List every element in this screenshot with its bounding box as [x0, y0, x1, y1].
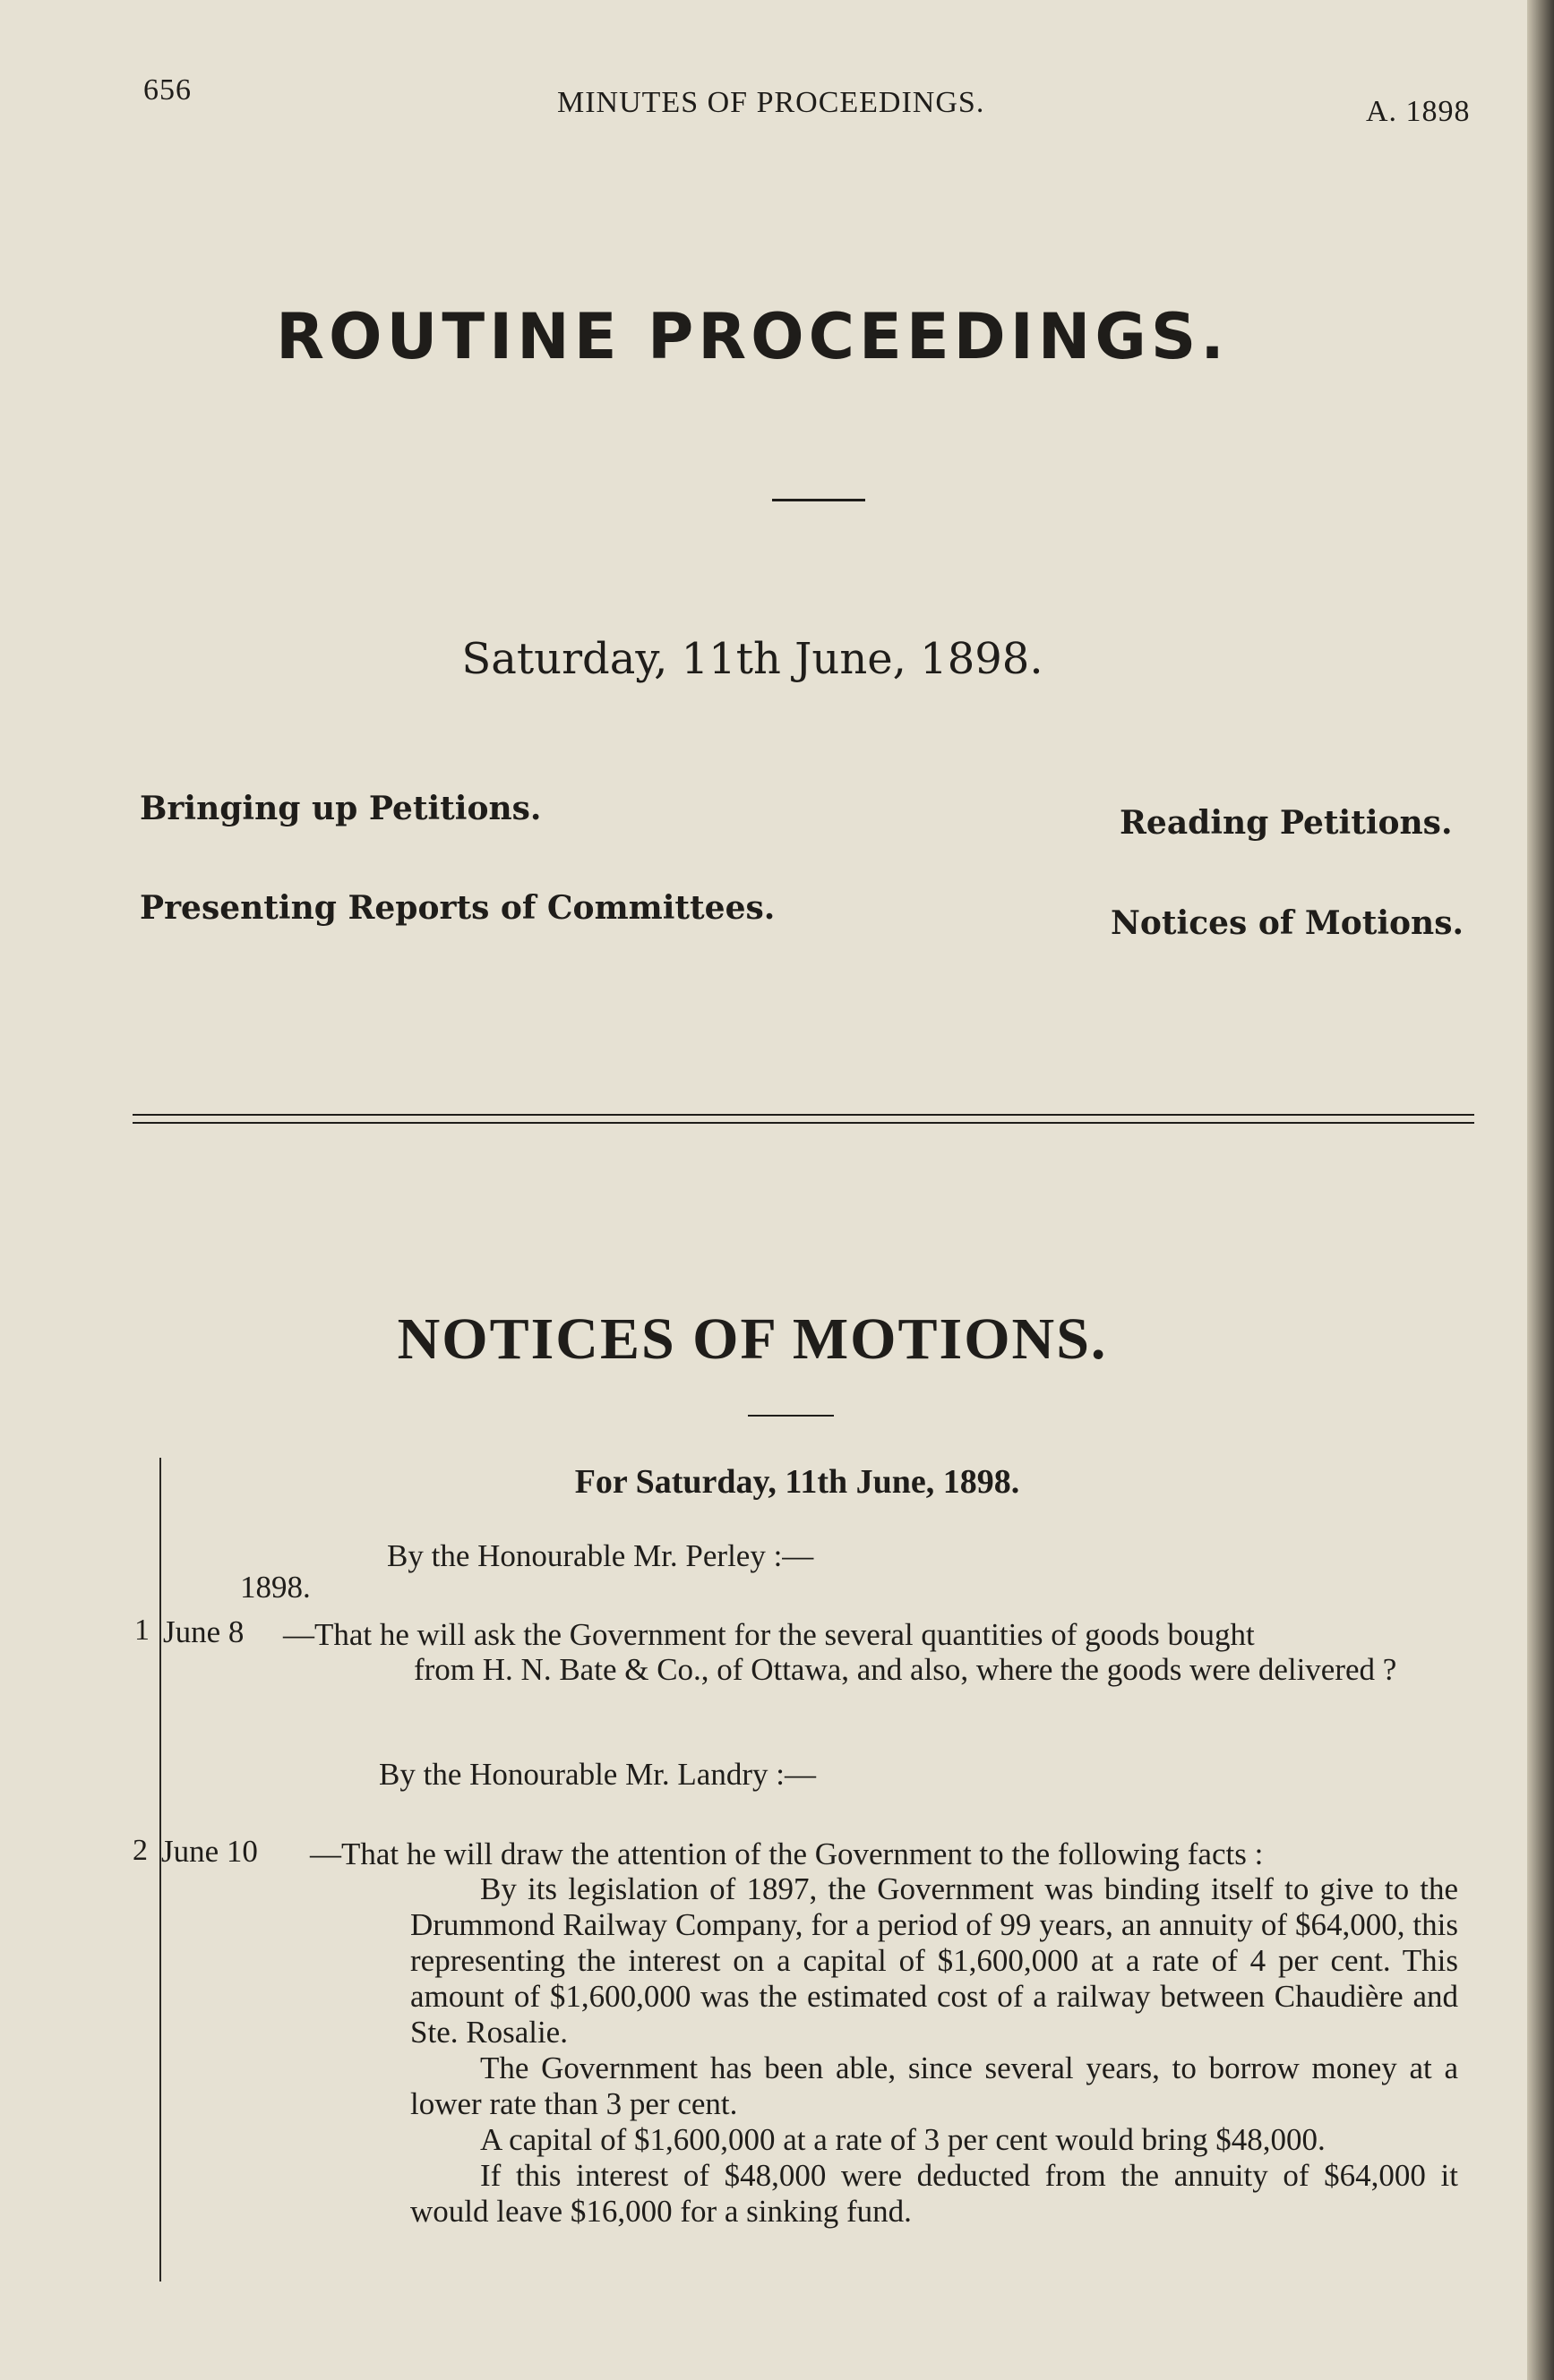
- motion-2-mover: By the Honourable Mr. Landry :—: [379, 1757, 816, 1792]
- motion-2-paragraph-3: A capital of $1,600,000 at a rate of 3 per cent would bring $48,000.: [480, 2122, 1326, 2157]
- motion-1-mover: By the Honourable Mr. Perley :—: [387, 1538, 814, 1573]
- motion-2-paragraph-4: If this interest of $48,000 were deducted from the annuity of $64,000 it would leave $16,000 for a sinking fund.: [410, 2158, 1458, 2229]
- motion-1-continuation: from H. N. Bate & Co., of Ottawa, and also, where the goods were delivered ?: [414, 1652, 1397, 1687]
- motion-2-date: June 10: [161, 1834, 258, 1869]
- motion-1-number: 1: [134, 1614, 150, 1647]
- notices-for-date: For Saturday, 11th June, 1898.: [574, 1463, 1020, 1501]
- running-title: MINUTES OF PROCEEDINGS.: [557, 86, 985, 119]
- margin-rule: [159, 1458, 161, 2282]
- item-notices-of-motions: Notices of Motions.: [1111, 904, 1464, 942]
- notices-divider: [748, 1415, 834, 1417]
- motion-1-date: June 8: [163, 1614, 245, 1649]
- item-presenting-reports: Presenting Reports of Committees.: [140, 889, 776, 927]
- running-year: A. 1898: [1366, 95, 1471, 128]
- notices-of-motions-heading: NOTICES OF MOTIONS.: [397, 1306, 1108, 1372]
- motion-1-first-line: —That he will ask the Government for the several quantities of goods bought: [283, 1617, 1255, 1652]
- item-bringing-up-petitions: Bringing up Petitions.: [140, 790, 542, 827]
- motion-2-body: [410, 1871, 1458, 2230]
- year-marker: 1898.: [240, 1570, 311, 1605]
- section-double-rule: [133, 1114, 1474, 1124]
- motion-2-first-line: —That he will draw the attention of the Government to the following facts :: [310, 1836, 1264, 1871]
- motion-2-paragraph-1: By its legislation of 1897, the Government was binding itself to give to the Drummond Railway Company, for a period of 99 years, an annuity of $64,000, this representing the interest on a capital of $1,600,000 at a rate of 4 per cent. This amount of $1,600,000 was the estimated cost of a railway between Chaudière and Ste. Rosalie.: [410, 1871, 1458, 2050]
- routine-date: Saturday, 11th June, 1898.: [461, 634, 1043, 684]
- routine-proceedings-heading: ROUTINE PROCEEDINGS.: [276, 300, 1229, 373]
- page-number: 656: [143, 73, 192, 107]
- binding-edge: [1527, 0, 1554, 2380]
- motion-2-paragraph-2: The Government has been able, since several years, to borrow money at a lower rate than 3 per cent.: [410, 2050, 1458, 2121]
- motion-2-number: 2: [133, 1834, 148, 1867]
- heading-divider: [772, 499, 865, 501]
- item-reading-petitions: Reading Petitions.: [1120, 804, 1453, 842]
